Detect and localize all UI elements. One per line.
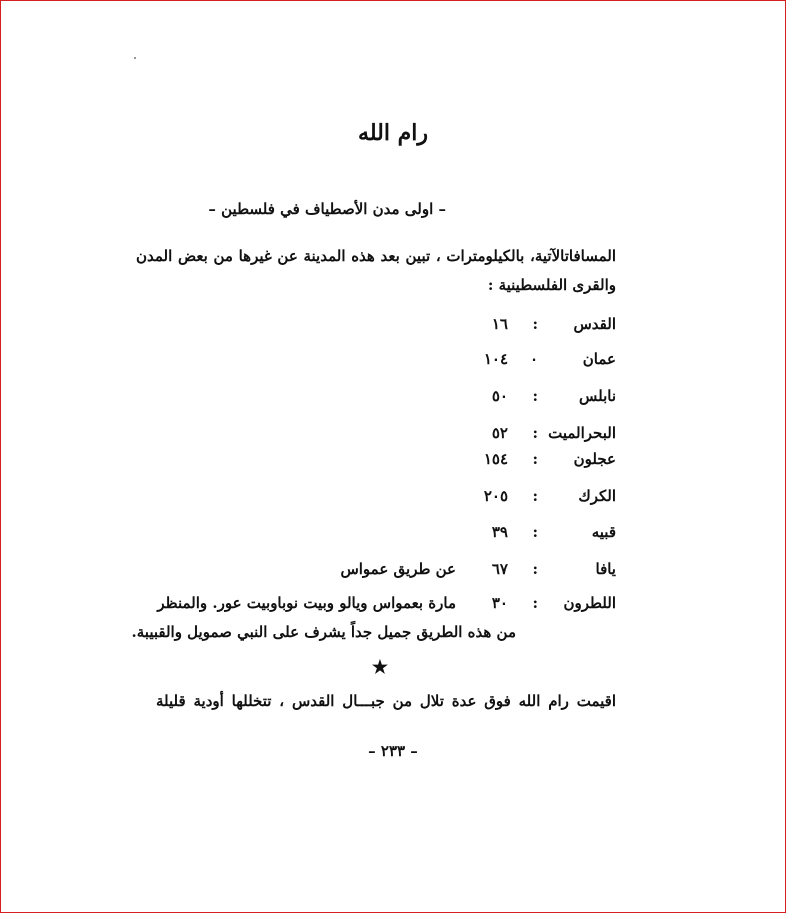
- place-name: البحرالميت: [548, 424, 616, 442]
- route-note: مارة بعمواس ويالو وبيت نوباوبيت عور. والمنظر: [157, 594, 456, 612]
- scan-speck: [134, 57, 136, 59]
- distance-value: ١٠٤: [483, 350, 508, 368]
- distance-value: ٣٩: [491, 523, 508, 541]
- separator: :: [532, 594, 538, 612]
- distance-row: [156, 594, 616, 618]
- distance-row: [156, 315, 616, 339]
- distance-row: [156, 387, 616, 411]
- place-name: اللطرون: [563, 594, 616, 612]
- separator: :: [532, 387, 538, 405]
- separator: ٠: [529, 350, 538, 368]
- separator: :: [532, 315, 538, 333]
- distance-value: ٥٠: [491, 387, 508, 405]
- place-name: نابلس: [578, 387, 616, 405]
- place-name: الكرك: [578, 487, 616, 505]
- distance-row: [156, 487, 616, 511]
- distance-value: ٦٧: [491, 560, 508, 578]
- separator: :: [532, 523, 538, 541]
- page-number: – ٢٣٣ –: [368, 742, 418, 760]
- body-paragraph: اقيمت رام الله فوق عدة تلال من جبـــال القدس ، تتخللها أودية قليلة: [156, 692, 616, 710]
- distance-value: ١٥٤: [483, 450, 508, 468]
- distance-row: [156, 350, 616, 374]
- distance-row: [156, 424, 616, 448]
- distance-value: ٥٢: [491, 424, 508, 442]
- route-note: عن طريق عمواس: [340, 560, 456, 578]
- place-name: يافا: [595, 560, 616, 578]
- route-note-continuation: من هذه الطريق جميل جداً يشرف على النبي صمويل والقبيبة.: [131, 623, 516, 641]
- separator: :: [532, 450, 538, 468]
- place-name: عجلون: [573, 450, 616, 468]
- distance-value: ١٦: [491, 315, 508, 333]
- separator: :: [532, 560, 538, 578]
- distance-row: [156, 523, 616, 547]
- distance-value: ٢٠٥: [483, 487, 508, 505]
- distance-row: [156, 560, 616, 584]
- distance-row: [156, 450, 616, 474]
- separator: :: [532, 424, 538, 442]
- place-name: القدس: [573, 315, 616, 333]
- place-name: قبيه: [591, 523, 616, 541]
- place-name: عمان: [582, 350, 616, 368]
- separator: :: [532, 487, 538, 505]
- section-star-divider: ★: [371, 657, 389, 678]
- distance-value: ٣٠: [491, 594, 508, 612]
- intro-paragraph: المسافاتالآتية، بالكيلومترات ، تبين بعد هذه المدينة عن غيرها من بعض المدن والقرى الفلسطينية :: [136, 247, 616, 294]
- page-subtitle: – اولى مدن الأصطياف في فلسطين –: [208, 200, 446, 218]
- page-title: رام الله: [358, 120, 428, 146]
